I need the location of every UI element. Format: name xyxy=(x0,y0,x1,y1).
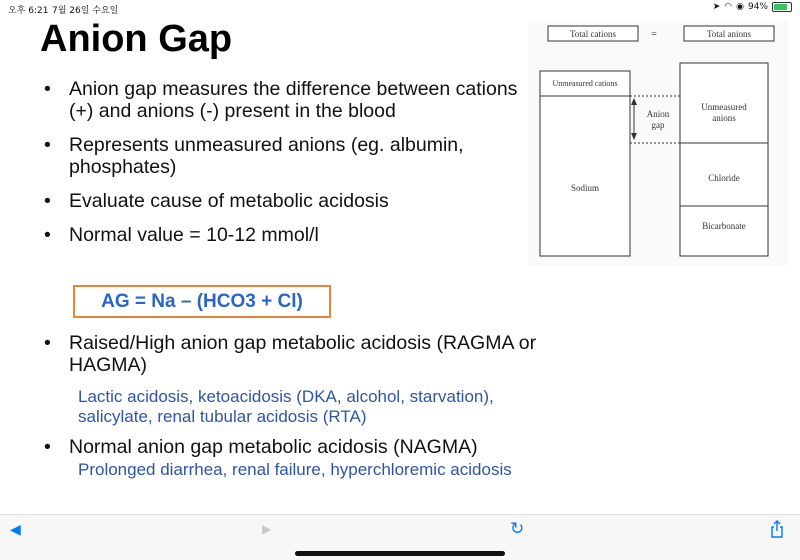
bullet-item: • Evaluate cause of metabolic acidosis xyxy=(40,190,520,212)
bottom-toolbar xyxy=(0,514,800,560)
bullet-normal-gap: • Normal anion gap metabolic acidosis (NAGMA) xyxy=(40,436,540,458)
bullet-raised-gap: • Raised/High anion gap metabolic acidosis (RAGMA or HAGMA) xyxy=(40,332,540,376)
back-arrow-icon[interactable]: ◀ xyxy=(10,521,21,537)
unmeasured-cations-label: Unmeasured cations xyxy=(552,79,618,88)
sodium-box xyxy=(540,96,630,256)
slide-title: Anion Gap xyxy=(40,18,233,60)
battery-level-fill xyxy=(774,4,787,10)
total-anions-label: Total anions xyxy=(706,29,752,39)
equals-sign: = xyxy=(651,29,657,40)
battery-percent: 94% xyxy=(747,2,768,12)
status-indicators xyxy=(713,2,792,12)
raised-gap-causes: Lactic acidosis, ketoacidosis (DKA, alcohol, starvation), salicylate, renal tubular acidosis (RTA) xyxy=(78,387,494,426)
wifi-icon: ◠ xyxy=(724,2,733,12)
bullet-list xyxy=(40,78,520,246)
location-arrow-icon: ➤ xyxy=(712,2,721,12)
bullet-item: • Normal value = 10-12 mmol/l xyxy=(40,224,520,246)
forward-arrow-icon[interactable]: ▶ xyxy=(262,522,272,536)
chloride-label: Chloride xyxy=(708,173,740,183)
home-indicator[interactable] xyxy=(295,551,505,556)
normal-gap-causes: Prolonged diarrhea, renal failure, hyperchloremic acidosis xyxy=(78,460,512,479)
sodium-label: Sodium xyxy=(570,183,600,193)
battery-charging-icon xyxy=(772,2,792,12)
unmeasured-anions-label-2: anions xyxy=(712,113,736,123)
anion-gap-label-2: gap xyxy=(651,120,665,130)
bullet-item: • Represents unmeasured anions (eg. albumin, phosphates) xyxy=(40,134,520,178)
reload-icon[interactable]: ↻ xyxy=(510,519,525,538)
status-date: 7월 26일 수요일 xyxy=(52,6,119,16)
unmeasured-anions-label-1: Unmeasured xyxy=(701,102,747,112)
bicarbonate-box xyxy=(680,206,768,256)
status-time: 오후 6:21 xyxy=(8,6,49,16)
lock-rotation-icon: ◉ xyxy=(736,2,744,12)
bullet-item: • Anion gap measures the difference between cations (+) and anions (-) present in the blood xyxy=(40,78,520,122)
acidosis-list xyxy=(40,332,540,480)
formula-box: AG = Na – (HCO3 + Cl) xyxy=(73,285,331,318)
anion-gap-label-1: Anion xyxy=(646,109,670,119)
total-cations-label: Total cations xyxy=(569,29,617,39)
share-icon[interactable] xyxy=(770,520,784,541)
anion-gap-diagram xyxy=(528,21,788,266)
bicarbonate-label: Bicarbonate xyxy=(702,221,746,231)
status-bar xyxy=(0,0,800,16)
slide xyxy=(0,16,800,514)
